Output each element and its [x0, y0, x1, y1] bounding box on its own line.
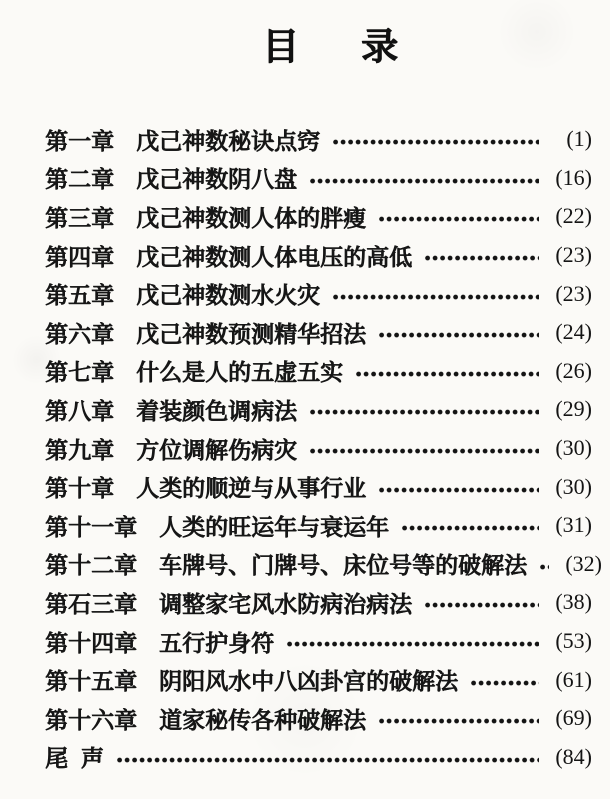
page-number: (26) [555, 357, 592, 383]
page-number: (30) [555, 435, 592, 461]
page-title [25, 16, 610, 70]
toc-row [45, 583, 592, 622]
dot-leader [309, 390, 539, 428]
page-number: (16) [555, 164, 592, 190]
toc-row [45, 467, 592, 506]
toc-row [45, 236, 592, 275]
chapter-number: 第六章 [45, 320, 114, 347]
page-number: (31) [555, 512, 592, 538]
dot-leader [378, 313, 539, 351]
chapter-number: 第十四章 [45, 629, 137, 656]
page-number: (69) [555, 705, 592, 731]
toc-row [45, 197, 592, 236]
toc-row [45, 622, 592, 661]
toc-row [45, 352, 592, 391]
chapter-number: 第十六章 [45, 706, 137, 733]
dot-leader [424, 583, 539, 621]
page-number: (30) [555, 473, 592, 499]
chapter-number: 第二章 [45, 166, 114, 193]
page-number: (61) [555, 666, 592, 692]
chapter-title: 戊己神数预测精华招法 [136, 320, 366, 347]
toc-row [45, 313, 592, 352]
chapter-number: 第七章 [45, 359, 114, 386]
chapter-title: 五行护身符 [159, 629, 274, 656]
chapter-title: 戊己神数阴八盘 [136, 166, 297, 193]
chapter-title: 方位调解伤病灾 [136, 436, 297, 463]
chapter-title: 戊己神数测水火灾 [136, 282, 320, 309]
chapter-title: 人类的旺运年与衰运年 [159, 513, 389, 540]
toc-row [45, 660, 592, 699]
chapter-title: 戊己神数测人体的胖瘦 [136, 204, 366, 231]
dot-leader [309, 429, 539, 467]
dot-leader [424, 236, 539, 274]
chapter-title: 人类的顺逆与从事行业 [136, 475, 366, 502]
chapter-number: 第石三章 [45, 590, 137, 617]
page-number: (53) [555, 628, 592, 654]
page-number: (29) [555, 396, 592, 422]
toc-list [45, 120, 602, 776]
page-title-char-mu: 目 [262, 24, 299, 68]
toc-row [45, 506, 592, 545]
toc-row [45, 738, 592, 777]
chapter-title: 调整家宅风水防病治病法 [159, 590, 412, 617]
toc-row [45, 699, 592, 738]
chapter-number: 第十章 [45, 475, 114, 502]
chapter-title: 车牌号、门牌号、床位号等的破解法 [159, 552, 527, 579]
dot-leader [355, 352, 539, 390]
chapter-number: 第八章 [45, 397, 114, 424]
page-number: (1) [566, 126, 592, 152]
dot-leader [378, 699, 539, 737]
page-number: (22) [555, 203, 592, 229]
toc-row [45, 545, 602, 584]
chapter-title: 道家秘传各种破解法 [159, 706, 366, 733]
chapter-title: 阴阳风水中八凶卦宫的破解法 [159, 668, 458, 695]
dot-leader [332, 275, 539, 313]
dot-leader [378, 468, 539, 506]
dot-leader [378, 197, 539, 235]
chapter-number: 第十二章 [45, 552, 137, 579]
chapter-title: 什么是人的五虚五实 [136, 359, 343, 386]
page-number: (38) [555, 589, 592, 615]
dot-leader [309, 159, 539, 197]
page-number: (24) [555, 319, 592, 345]
chapter-title: 戊己神数测人体电压的高低 [136, 243, 412, 270]
dot-leader [470, 661, 539, 699]
dot-leader [116, 738, 539, 776]
chapter-number: 第九章 [45, 436, 114, 463]
chapter-number: 第四章 [45, 243, 114, 270]
chapter-title: 戊己神数秘诀点窍 [136, 127, 320, 154]
page-number: (23) [555, 242, 592, 268]
chapter-title: 着装颜色调病法 [136, 397, 297, 424]
dot-leader [401, 506, 539, 544]
page-number: (32) [565, 550, 602, 576]
toc-row [45, 159, 592, 198]
page-number: (23) [555, 280, 592, 306]
chapter-number: 第五章 [45, 282, 114, 309]
toc-row [45, 429, 592, 468]
chapter-number: 尾 声 [45, 745, 104, 772]
dot-leader [539, 545, 549, 583]
chapter-number: 第十一章 [45, 513, 137, 540]
toc-row [45, 274, 592, 313]
toc-row [45, 390, 592, 429]
dot-leader [286, 622, 539, 660]
chapter-number: 第一章 [45, 127, 114, 154]
chapter-number: 第三章 [45, 204, 114, 231]
chapter-number: 第十五章 [45, 668, 137, 695]
dot-leader [332, 120, 539, 158]
page-title-char-lu: 录 [361, 24, 398, 68]
page-number: (84) [555, 743, 592, 769]
toc-row [45, 120, 592, 159]
